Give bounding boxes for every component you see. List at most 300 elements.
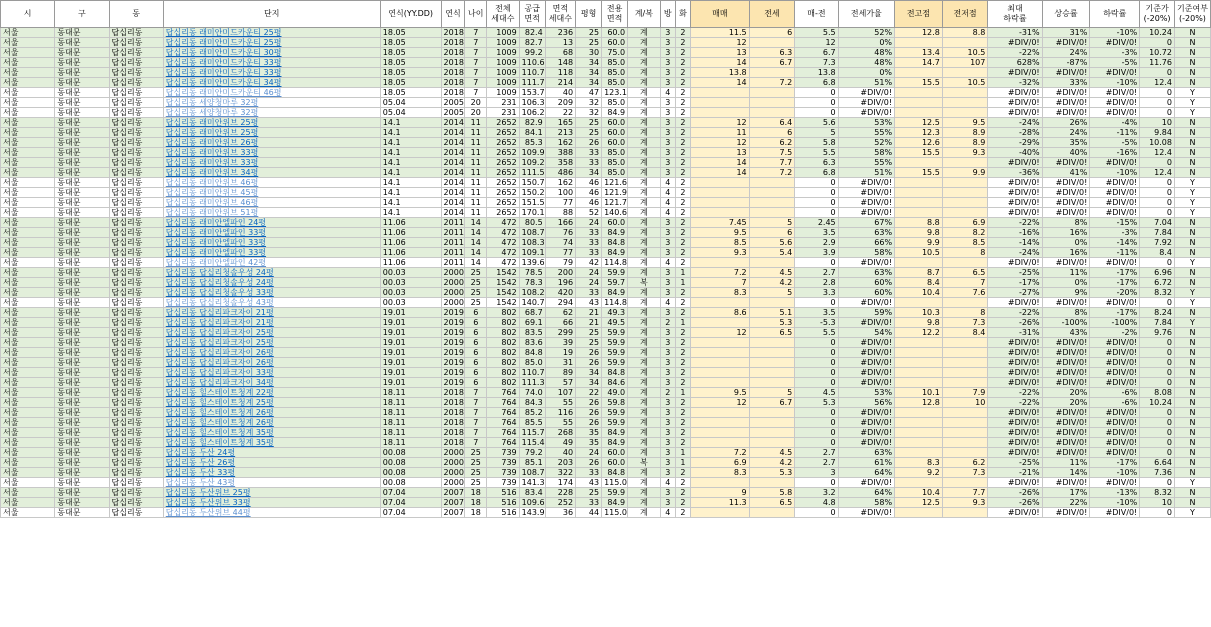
cell[interactable]: 답십리동 세양청마루 32평	[163, 98, 380, 108]
cell[interactable]: 34	[576, 168, 602, 178]
cell[interactable]: 39	[545, 338, 575, 348]
cell[interactable]: 25	[576, 488, 602, 498]
cell[interactable]: 3	[660, 48, 675, 58]
cell[interactable]: 8.32	[1140, 488, 1175, 498]
cell[interactable]: 7	[465, 428, 487, 438]
cell[interactable]: #DIV/0!	[1090, 98, 1140, 108]
cell[interactable]: 6	[465, 328, 487, 338]
cell[interactable]: 답십리동 래미안엘파인 33평	[163, 248, 380, 258]
cell[interactable]: 동대문	[55, 278, 109, 288]
cell[interactable]: 11.06	[380, 238, 441, 248]
cell[interactable]: 7	[465, 28, 487, 38]
cell[interactable]: 동대문	[55, 438, 109, 448]
cell[interactable]: 13	[545, 38, 575, 48]
cell[interactable]: 2	[675, 168, 690, 178]
cell[interactable]: 18.05	[380, 68, 441, 78]
cell[interactable]: #DIV/0!	[838, 318, 894, 328]
cell[interactable]: 802	[487, 318, 520, 328]
cell[interactable]: 22%	[1042, 498, 1090, 508]
cell[interactable]: 5.3	[749, 318, 795, 328]
cell[interactable]: -16%	[988, 228, 1042, 238]
cell[interactable]: 11	[465, 128, 487, 138]
cell[interactable]: 동대문	[55, 328, 109, 338]
cell[interactable]: -36%	[988, 168, 1042, 178]
cell[interactable]: 답십리동	[109, 468, 163, 478]
column-header[interactable]: 단지	[163, 1, 380, 28]
cell[interactable]: 서울	[1, 488, 55, 498]
cell[interactable]: 100	[545, 188, 575, 198]
cell[interactable]: 46	[576, 178, 602, 188]
cell[interactable]: 2	[675, 478, 690, 488]
cell[interactable]: #DIV/0!	[838, 438, 894, 448]
cell[interactable]: -17%	[1090, 268, 1140, 278]
cell[interactable]: 동대문	[55, 288, 109, 298]
cell[interactable]	[749, 438, 795, 448]
cell[interactable]: 2007	[441, 488, 465, 498]
cell[interactable]: 25	[576, 28, 602, 38]
cell[interactable]: 231	[487, 98, 520, 108]
cell[interactable]: 118	[545, 68, 575, 78]
cell[interactable]: 답십리동	[109, 358, 163, 368]
cell[interactable]: -24%	[988, 248, 1042, 258]
cell[interactable]: 268	[545, 428, 575, 438]
cell[interactable]: #DIV/0!	[988, 338, 1042, 348]
column-header[interactable]: 전세가율	[838, 1, 894, 28]
cell[interactable]: 서울	[1, 418, 55, 428]
cell[interactable]	[942, 448, 988, 458]
cell[interactable]: 계	[628, 408, 661, 418]
cell[interactable]: -22%	[988, 48, 1042, 58]
cell[interactable]: 계	[628, 468, 661, 478]
cell[interactable]	[942, 438, 988, 448]
cell[interactable]: 답십리동 답십리파크자이 21평	[163, 308, 380, 318]
cell[interactable]: 2018	[441, 418, 465, 428]
cell[interactable]	[749, 298, 795, 308]
cell[interactable]: -3%	[1090, 228, 1140, 238]
cell[interactable]	[691, 348, 750, 358]
cell[interactable]: N	[1174, 248, 1210, 258]
cell[interactable]: 40	[545, 448, 575, 458]
cell[interactable]: 34	[576, 58, 602, 68]
cell[interactable]: 77	[545, 248, 575, 258]
cell[interactable]: 서울	[1, 48, 55, 58]
cell[interactable]: 60.0	[602, 218, 628, 228]
cell[interactable]: 60.0	[602, 138, 628, 148]
cell[interactable]	[895, 338, 943, 348]
cell[interactable]: 0	[795, 178, 838, 188]
cell[interactable]: 8	[942, 308, 988, 318]
cell[interactable]: 2	[675, 108, 690, 118]
cell[interactable]: N	[1174, 48, 1210, 58]
cell[interactable]: #DIV/0!	[1090, 178, 1140, 188]
cell[interactable]	[895, 68, 943, 78]
cell[interactable]: 동대문	[55, 248, 109, 258]
cell[interactable]	[749, 338, 795, 348]
cell[interactable]: N	[1174, 348, 1210, 358]
cell[interactable]: 34	[576, 368, 602, 378]
cell[interactable]: #DIV/0!	[838, 208, 894, 218]
cell[interactable]: 2	[675, 138, 690, 148]
cell[interactable]: #DIV/0!	[838, 198, 894, 208]
cell[interactable]: 0	[795, 438, 838, 448]
cell[interactable]: 486	[545, 168, 575, 178]
cell[interactable]: 22	[545, 108, 575, 118]
cell[interactable]: 17%	[1042, 488, 1090, 498]
cell[interactable]: 10.5	[895, 248, 943, 258]
cell[interactable]	[691, 108, 750, 118]
cell[interactable]: 00.08	[380, 468, 441, 478]
cell[interactable]: 동대문	[55, 148, 109, 158]
cell[interactable]: 답십리동 힐스테이트청계 35평	[163, 428, 380, 438]
cell[interactable]: 답십리동	[109, 78, 163, 88]
cell[interactable]: 7	[465, 408, 487, 418]
cell[interactable]: 32	[576, 98, 602, 108]
cell[interactable]: 89	[545, 368, 575, 378]
cell[interactable]: 516	[487, 498, 520, 508]
cell[interactable]: Y	[1174, 98, 1210, 108]
cell[interactable]	[749, 208, 795, 218]
cell[interactable]: -15%	[1090, 218, 1140, 228]
cell[interactable]: 계	[628, 238, 661, 248]
cell[interactable]: 서울	[1, 338, 55, 348]
cell[interactable]: 2018	[441, 78, 465, 88]
cell[interactable]: 2014	[441, 188, 465, 198]
cell[interactable]: 7	[465, 78, 487, 88]
cell[interactable]: Y	[1174, 478, 1210, 488]
cell[interactable]: 472	[487, 258, 520, 268]
cell[interactable]: #DIV/0!	[1090, 368, 1140, 378]
cell[interactable]: 12.4	[1140, 78, 1175, 88]
column-header[interactable]: 연식	[441, 1, 465, 28]
cell[interactable]: 75.0	[602, 48, 628, 58]
cell[interactable]: 동대문	[55, 358, 109, 368]
cell[interactable]: 25	[465, 448, 487, 458]
cell[interactable]: 답십리동 힐스테이트청계 35평	[163, 438, 380, 448]
cell[interactable]: 2	[675, 408, 690, 418]
cell[interactable]: 2	[675, 38, 690, 48]
cell[interactable]: 2	[675, 508, 690, 518]
cell[interactable]: 계	[628, 498, 661, 508]
cell[interactable]: -3%	[1090, 48, 1140, 58]
cell[interactable]: 15.5	[895, 148, 943, 158]
cell[interactable]: 2	[675, 198, 690, 208]
cell[interactable]: 46	[576, 198, 602, 208]
column-header[interactable]: 기준가 (-20%)	[1140, 1, 1175, 28]
cell[interactable]: #DIV/0!	[838, 88, 894, 98]
cell[interactable]: 47	[576, 88, 602, 98]
cell[interactable]: 11	[465, 198, 487, 208]
cell[interactable]: 764	[487, 418, 520, 428]
cell[interactable]: 40%	[1042, 148, 1090, 158]
cell[interactable]	[749, 258, 795, 268]
cell[interactable]: 4	[660, 258, 675, 268]
cell[interactable]: 56%	[838, 398, 894, 408]
cell[interactable]: 2	[675, 398, 690, 408]
cell[interactable]: N	[1174, 458, 1210, 468]
cell[interactable]: 12.6	[895, 138, 943, 148]
cell[interactable]: #DIV/0!	[838, 358, 894, 368]
cell[interactable]: 동대문	[55, 68, 109, 78]
cell[interactable]: #DIV/0!	[988, 438, 1042, 448]
cell[interactable]: 109.2	[519, 158, 545, 168]
cell[interactable]: 1009	[487, 38, 520, 48]
cell[interactable]: 0	[1140, 418, 1175, 428]
cell[interactable]: 서울	[1, 118, 55, 128]
cell[interactable]: 21	[576, 308, 602, 318]
cell[interactable]: 서울	[1, 218, 55, 228]
cell[interactable]	[749, 408, 795, 418]
cell[interactable]: 59.9	[602, 328, 628, 338]
cell[interactable]: 0	[1140, 158, 1175, 168]
cell[interactable]: 9.2	[895, 468, 943, 478]
cell[interactable]: 0	[1140, 68, 1175, 78]
cell[interactable]: 24%	[1042, 128, 1090, 138]
cell[interactable]: 3	[660, 488, 675, 498]
cell[interactable]: #DIV/0!	[1090, 158, 1140, 168]
cell[interactable]: 3	[660, 168, 675, 178]
cell[interactable]: 14.1	[380, 168, 441, 178]
cell[interactable]: 13.8	[795, 68, 838, 78]
cell[interactable]: 0	[795, 428, 838, 438]
cell[interactable]: 서울	[1, 178, 55, 188]
cell[interactable]: 21	[576, 318, 602, 328]
cell[interactable]: 4.8	[795, 498, 838, 508]
cell[interactable]: 200	[545, 268, 575, 278]
cell[interactable]: 계	[628, 148, 661, 158]
cell[interactable]: 33	[576, 158, 602, 168]
cell[interactable]: 85.5	[519, 418, 545, 428]
cell[interactable]: 11	[465, 138, 487, 148]
cell[interactable]: N	[1174, 378, 1210, 388]
cell[interactable]	[691, 478, 750, 488]
cell[interactable]: 8.32	[1140, 288, 1175, 298]
cell[interactable]: -17%	[1090, 278, 1140, 288]
cell[interactable]: 답십리동 래미안위브 33평	[163, 148, 380, 158]
cell[interactable]: 0	[1140, 38, 1175, 48]
cell[interactable]: -5%	[1090, 58, 1140, 68]
cell[interactable]: 2019	[441, 358, 465, 368]
cell[interactable]: 140.7	[519, 298, 545, 308]
cell[interactable]: 108.2	[519, 288, 545, 298]
cell[interactable]: N	[1174, 168, 1210, 178]
cell[interactable]: 서울	[1, 438, 55, 448]
cell[interactable]: 서울	[1, 428, 55, 438]
cell[interactable]: 답십리동 답십리파크자이 21평	[163, 318, 380, 328]
cell[interactable]: 18.05	[380, 38, 441, 48]
cell[interactable]: 답십리동	[109, 258, 163, 268]
cell[interactable]: 43	[576, 298, 602, 308]
column-header[interactable]: 연식(YY.DD)	[380, 1, 441, 28]
cell[interactable]: 32	[576, 108, 602, 118]
cell[interactable]: 계	[628, 338, 661, 348]
cell[interactable]: 25	[465, 458, 487, 468]
cell[interactable]: 25	[576, 38, 602, 48]
cell[interactable]: -40%	[988, 148, 1042, 158]
cell[interactable]: 계	[628, 428, 661, 438]
cell[interactable]: 739	[487, 468, 520, 478]
cell[interactable]: 68	[545, 48, 575, 58]
cell[interactable]: 44	[576, 508, 602, 518]
cell[interactable]: 답십리동	[109, 188, 163, 198]
cell[interactable]: 서울	[1, 248, 55, 258]
cell[interactable]: 2007	[441, 498, 465, 508]
cell[interactable]: 8.3	[691, 468, 750, 478]
cell[interactable]: 2652	[487, 198, 520, 208]
cell[interactable]: #DIV/0!	[988, 98, 1042, 108]
cell[interactable]: 12.2	[895, 328, 943, 338]
cell[interactable]: 2014	[441, 128, 465, 138]
cell[interactable]: 2011	[441, 228, 465, 238]
cell[interactable]: 18.11	[380, 388, 441, 398]
cell[interactable]: 0	[1140, 358, 1175, 368]
cell[interactable]: 85.3	[519, 138, 545, 148]
cell[interactable]: 동대문	[55, 198, 109, 208]
cell[interactable]: 8.4	[942, 328, 988, 338]
cell[interactable]: 7	[465, 58, 487, 68]
cell[interactable]: 서울	[1, 478, 55, 488]
cell[interactable]: 0	[1140, 348, 1175, 358]
cell[interactable]: 802	[487, 328, 520, 338]
cell[interactable]: 서울	[1, 388, 55, 398]
cell[interactable]: 59.7	[602, 278, 628, 288]
cell[interactable]: 답십리동 답십리청솔우성 43평	[163, 298, 380, 308]
cell[interactable]: 25	[465, 278, 487, 288]
cell[interactable]: 0	[795, 258, 838, 268]
cell[interactable]: 123.1	[602, 88, 628, 98]
cell[interactable]	[942, 158, 988, 168]
cell[interactable]: N	[1174, 488, 1210, 498]
cell[interactable]: 25	[465, 298, 487, 308]
cell[interactable]: 4.5	[749, 448, 795, 458]
cell[interactable]: 6.5	[749, 328, 795, 338]
cell[interactable]: 11	[465, 148, 487, 158]
cell[interactable]: -5.3	[795, 318, 838, 328]
cell[interactable]: 서울	[1, 268, 55, 278]
cell[interactable]: 계	[628, 488, 661, 498]
cell[interactable]: 6	[749, 128, 795, 138]
cell[interactable]: 11	[465, 188, 487, 198]
cell[interactable]: 00.08	[380, 478, 441, 488]
cell[interactable]: 답십리동	[109, 138, 163, 148]
cell[interactable]: 67%	[838, 218, 894, 228]
cell[interactable]: #DIV/0!	[988, 198, 1042, 208]
cell[interactable]: 139.6	[519, 258, 545, 268]
column-header[interactable]: 공급 면적	[519, 1, 545, 28]
cell[interactable]: #DIV/0!	[988, 378, 1042, 388]
cell[interactable]: 0%	[838, 68, 894, 78]
cell[interactable]	[749, 198, 795, 208]
cell[interactable]: 계	[628, 118, 661, 128]
cell[interactable]: -100%	[1090, 318, 1140, 328]
cell[interactable]: 05.04	[380, 98, 441, 108]
cell[interactable]: 답십리동	[109, 308, 163, 318]
cell[interactable]	[942, 508, 988, 518]
cell[interactable]: 7.3	[795, 58, 838, 68]
cell[interactable]: 동대문	[55, 258, 109, 268]
cell[interactable]: 48%	[838, 48, 894, 58]
cell[interactable]: 답십리동	[109, 198, 163, 208]
cell[interactable]: #DIV/0!	[1042, 508, 1090, 518]
cell[interactable]: 4	[660, 508, 675, 518]
cell[interactable]: 2652	[487, 138, 520, 148]
cell[interactable]: 6.3	[749, 48, 795, 58]
cell[interactable]: 3	[660, 128, 675, 138]
cell[interactable]: 3	[660, 38, 675, 48]
cell[interactable]: 계	[628, 418, 661, 428]
cell[interactable]: 18.05	[380, 48, 441, 58]
cell[interactable]: 252	[545, 498, 575, 508]
cell[interactable]: 3	[660, 498, 675, 508]
cell[interactable]: -14%	[1090, 238, 1140, 248]
cell[interactable]: 14	[465, 238, 487, 248]
cell[interactable]: 8.4	[1140, 248, 1175, 258]
cell[interactable]	[895, 108, 943, 118]
cell[interactable]: 52%	[838, 138, 894, 148]
cell[interactable]: N	[1174, 158, 1210, 168]
cell[interactable]: 계	[628, 28, 661, 38]
cell[interactable]: 33%	[1042, 78, 1090, 88]
cell[interactable]: 서울	[1, 78, 55, 88]
cell[interactable]: 0	[1140, 108, 1175, 118]
cell[interactable]: 114.8	[602, 258, 628, 268]
cell[interactable]	[749, 358, 795, 368]
cell[interactable]: N	[1174, 28, 1210, 38]
cell[interactable]: 서울	[1, 378, 55, 388]
cell[interactable]: 2652	[487, 118, 520, 128]
cell[interactable]: 답십리동	[109, 408, 163, 418]
cell[interactable]: 162	[545, 138, 575, 148]
cell[interactable]: 18.11	[380, 398, 441, 408]
cell[interactable]: 2019	[441, 308, 465, 318]
cell[interactable]: 답십리동 래미안미드카운티 33평	[163, 68, 380, 78]
cell[interactable]: 답십리동	[109, 268, 163, 278]
cell[interactable]	[691, 88, 750, 98]
cell[interactable]: 77	[545, 198, 575, 208]
cell[interactable]: 3	[660, 428, 675, 438]
cell[interactable]: -6%	[1090, 398, 1140, 408]
cell[interactable]: 3	[660, 148, 675, 158]
cell[interactable]: 2019	[441, 328, 465, 338]
column-header[interactable]: 나이	[465, 1, 487, 28]
column-header[interactable]: 전저점	[942, 1, 988, 28]
cell[interactable]	[749, 418, 795, 428]
cell[interactable]: 2000	[441, 278, 465, 288]
cell[interactable]: 60.0	[602, 118, 628, 128]
column-header[interactable]: 전용 면적	[602, 1, 628, 28]
cell[interactable]: 서울	[1, 128, 55, 138]
cell[interactable]: 0	[1140, 508, 1175, 518]
cell[interactable]: 8.3	[895, 458, 943, 468]
cell[interactable]: 2011	[441, 218, 465, 228]
cell[interactable]: 2	[675, 208, 690, 218]
cell[interactable]: 2019	[441, 348, 465, 358]
cell[interactable]: 7.84	[1140, 318, 1175, 328]
cell[interactable]: 764	[487, 408, 520, 418]
cell[interactable]: 84.9	[602, 438, 628, 448]
cell[interactable]: 11.76	[1140, 58, 1175, 68]
cell[interactable]: -16%	[1090, 148, 1140, 158]
cell[interactable]: 6.3	[795, 158, 838, 168]
cell[interactable]: 동대문	[55, 188, 109, 198]
cell[interactable]: 9.84	[1140, 128, 1175, 138]
cell[interactable]: 764	[487, 398, 520, 408]
cell[interactable]	[942, 478, 988, 488]
cell[interactable]: 11%	[1042, 458, 1090, 468]
cell[interactable]: 209	[545, 98, 575, 108]
cell[interactable]: 2652	[487, 158, 520, 168]
cell[interactable]: #DIV/0!	[988, 68, 1042, 78]
cell[interactable]: 83.4	[519, 488, 545, 498]
